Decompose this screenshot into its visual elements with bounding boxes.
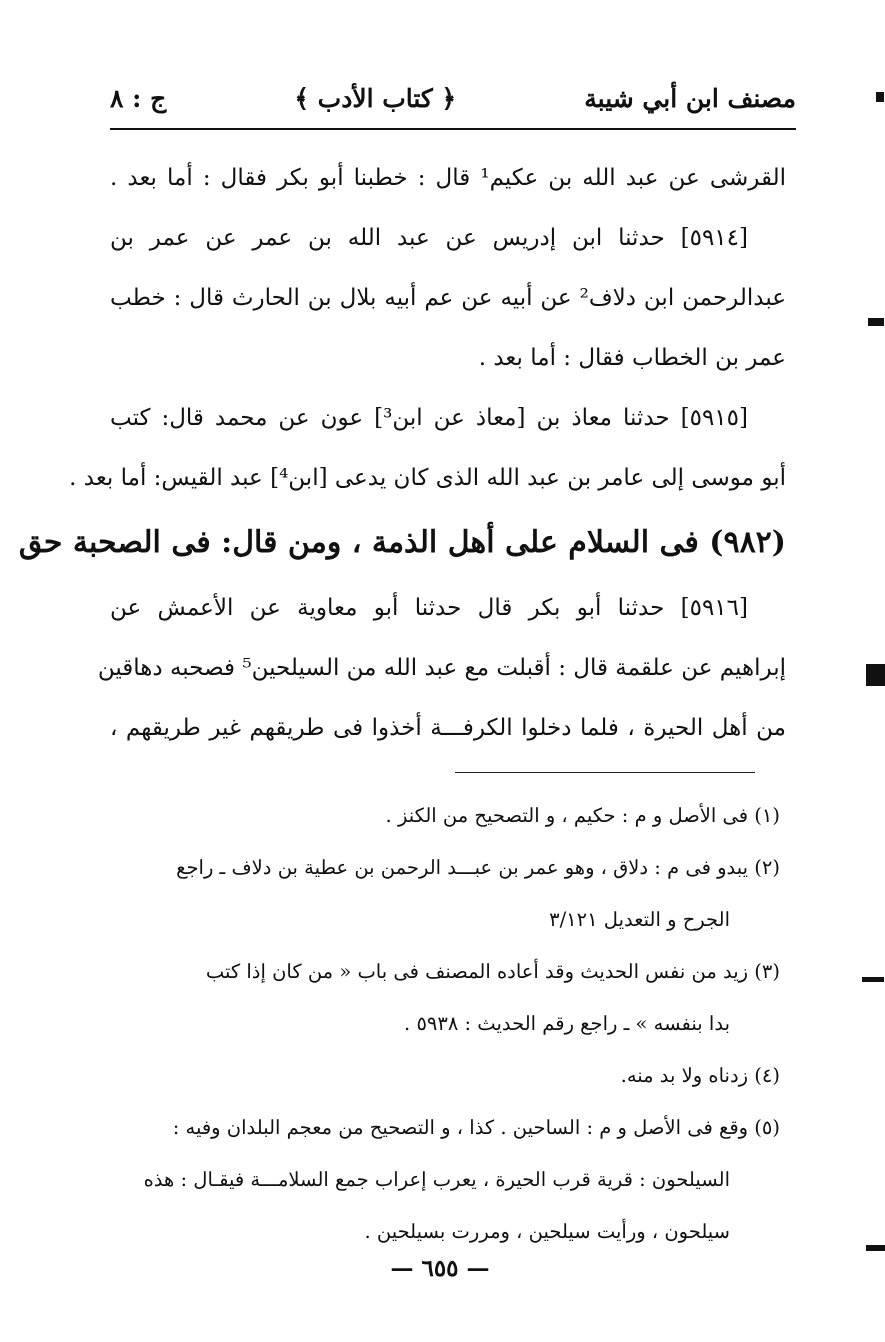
footnote-3: (٣) زيد من نفس الحديث وقد أعاده المصنف فى باب « من كان إذا كتب: [205, 960, 780, 983]
text-line: [٥٩١٦] حدثنا أبو بكر قال حدثنا أبو معاوية عن الأعمش عن: [110, 595, 748, 621]
footnote-5: (٥) وقع فى الأصل و م : الساحين . كذا ، و التصحيح من معجم البلدان وفيه :: [172, 1116, 780, 1139]
text-line: [٥٩١٤] حدثنا ابن إدريس عن عبد الله بن عمر عن عمر بن: [110, 225, 748, 251]
text-line: عبدالرحمن ابن دلاف² عن أبيه عن عم أبيه بلال بن الحارث قال : خطب: [110, 285, 786, 311]
footnote-4: (٤) زدناه ولا بد منه.: [620, 1064, 780, 1087]
footnote-1: (١) فى الأصل و م : حكيم ، و التصحيح من الكنز .: [385, 804, 780, 827]
page-number: — ٦٥٥ —: [390, 1255, 490, 1282]
running-header: [110, 78, 796, 118]
scan-mark: [868, 318, 884, 326]
header-book-title: مصنف ابن أبي شيبة: [584, 83, 796, 113]
footnotes: [110, 790, 780, 1258]
header-volume: ج : ٨: [110, 83, 167, 113]
text-line: إبراهيم عن علقمة قال : أقبلت مع عبد الله من السيلحين⁵ فصحبه دهاقين: [97, 655, 786, 681]
header-chapter-title: ﴿ كتاب الأدب ﴾: [294, 83, 457, 113]
scan-mark: [862, 977, 884, 982]
footnote-2: (٢) يبدو فى م : دلاق ، وهو عمر بن عبـــد الرحمن بن عطية بن دلاف ـ راجع: [176, 856, 780, 879]
scan-mark: [866, 664, 885, 686]
header-rule: [110, 128, 796, 130]
text-line: أبو موسى إلى عامر بن عبد الله الذى كان يدعى [ابن⁴] عبد القيس: أما بعد .: [69, 465, 786, 491]
footnote-2-cont: الجرح و التعديل ٣/١٢١: [549, 908, 730, 931]
text-line: عمر بن الخطاب فقال : أما بعد .: [478, 345, 786, 371]
main-text: [18, 148, 786, 758]
text-line: من أهل الحيرة ، فلما دخلوا الكرفـــة أخذوا فى طريقهم غير طريقهم ،: [110, 715, 786, 741]
footnote-5-cont: السيلحون : قرية قرب الحيرة ، يعرب إعراب جمع السلامـــة فيقـال : هذه: [143, 1168, 730, 1191]
scan-mark: [866, 1245, 885, 1251]
footnote-3-cont: بدا بنفسه » ـ راجع رقم الحديث : ٥٩٣٨ .: [404, 1012, 730, 1035]
text-line: [٥٩١٥] حدثنا معاذ بن [معاذ عن ابن³] عون عن محمد قال: كتب: [110, 405, 748, 431]
footnote-rule: [455, 772, 755, 773]
footnote-5-cont: سيلحون ، ورأيت سيلحين ، ومررت بسيلحين .: [364, 1220, 730, 1243]
scan-mark: [876, 92, 884, 102]
text-line: القرشى عن عبد الله بن عكيم¹ قال : خطبنا أبو بكر فقال : أما بعد .: [110, 165, 786, 191]
chapter-heading: (٩٨٢) فى السلام على أهل الذمة ، ومن قال: فى الصحبة حق: [18, 525, 786, 560]
